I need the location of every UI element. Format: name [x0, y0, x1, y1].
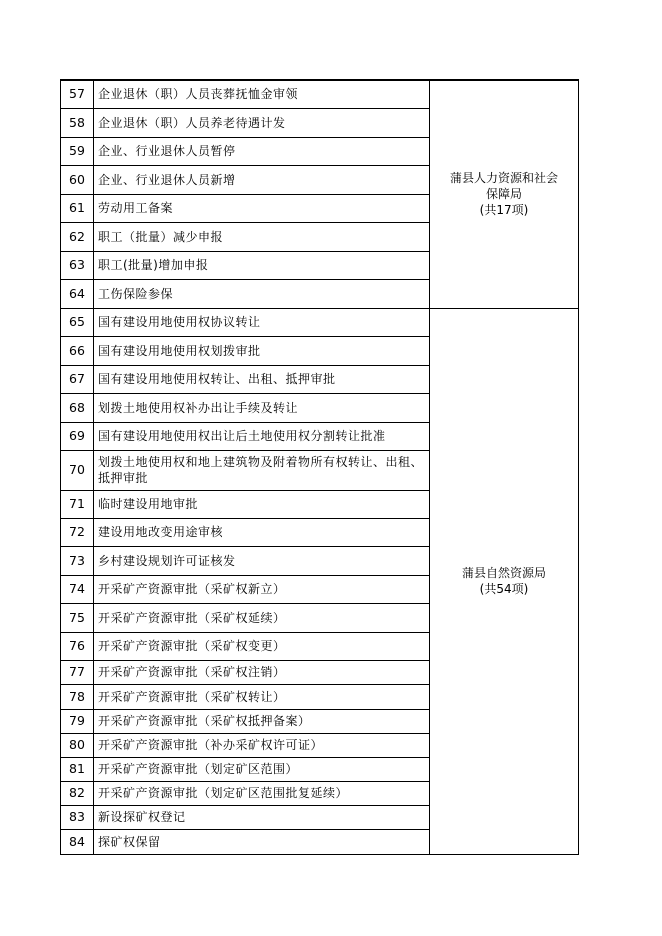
department-cell — [430, 308, 579, 854]
row-number: 57 — [61, 80, 94, 108]
item-name: 国有建设用地使用权出让后土地使用权分割转让批准 — [94, 422, 430, 450]
item-name: 开采矿产资源审批（采矿权转让） — [94, 684, 430, 709]
row-number: 66 — [61, 336, 94, 365]
row-number: 64 — [61, 279, 94, 308]
item-name: 开采矿产资源审批（采矿权注销） — [94, 660, 430, 684]
row-number: 75 — [61, 603, 94, 632]
item-name: 划拨土地使用权和地上建筑物及附着物所有权转让、出租、抵押审批 — [94, 450, 430, 490]
row-number: 69 — [61, 422, 94, 450]
department-name-line: (共54项) — [479, 582, 529, 596]
item-name: 工伤保险参保 — [94, 279, 430, 308]
row-number: 70 — [61, 450, 94, 490]
row-number: 72 — [61, 518, 94, 546]
row-number: 73 — [61, 546, 94, 575]
row-number: 62 — [61, 222, 94, 251]
item-name: 国有建设用地使用权转让、出租、抵押审批 — [94, 365, 430, 393]
item-name: 企业、行业退休人员暂停 — [94, 137, 430, 165]
item-name: 开采矿产资源审批（采矿权抵押备案） — [94, 709, 430, 733]
department-cell — [430, 80, 579, 308]
item-name: 企业、行业退休人员新增 — [94, 165, 430, 194]
item-name: 劳动用工备案 — [94, 194, 430, 222]
department-name-line: 蒲县自然资源局 — [461, 566, 546, 580]
item-name: 建设用地改变用途审核 — [94, 518, 430, 546]
item-name: 国有建设用地使用权划拨审批 — [94, 336, 430, 365]
item-name: 企业退休（职）人员丧葬抚恤金审领 — [94, 80, 430, 108]
row-number: 65 — [61, 308, 94, 336]
row-number: 81 — [61, 757, 94, 781]
table-row — [61, 80, 579, 108]
row-number: 79 — [61, 709, 94, 733]
item-name: 临时建设用地审批 — [94, 490, 430, 518]
item-name: 国有建设用地使用权协议转让 — [94, 308, 430, 336]
row-number: 74 — [61, 575, 94, 603]
item-name: 开采矿产资源审批（采矿权延续） — [94, 603, 430, 632]
row-number: 63 — [61, 251, 94, 279]
item-name: 开采矿产资源审批（补办采矿权许可证） — [94, 733, 430, 757]
service-items-table — [60, 79, 579, 855]
row-number: 60 — [61, 165, 94, 194]
item-name: 探矿权保留 — [94, 829, 430, 854]
department-name-line: 蒲县人力资源和社会 — [449, 171, 558, 186]
row-number: 76 — [61, 632, 94, 660]
department-name-line: 保障局 — [485, 187, 522, 202]
item-name: 开采矿产资源审批（划定矿区范围批复延续） — [94, 781, 430, 805]
row-number: 68 — [61, 393, 94, 422]
item-name: 职工（批量）减少申报 — [94, 222, 430, 251]
item-name: 乡村建设规划许可证核发 — [94, 546, 430, 575]
item-name: 划拨土地使用权补办出让手续及转让 — [94, 393, 430, 422]
row-number: 58 — [61, 108, 94, 137]
item-name: 开采矿产资源审批（采矿权新立） — [94, 575, 430, 603]
row-number: 83 — [61, 805, 94, 829]
row-number: 78 — [61, 684, 94, 709]
table-row — [61, 308, 579, 336]
row-number: 59 — [61, 137, 94, 165]
row-number: 80 — [61, 733, 94, 757]
department-name-line: (共17项) — [479, 203, 529, 218]
row-number: 84 — [61, 829, 94, 854]
item-name: 企业退休（职）人员养老待遇计发 — [94, 108, 430, 137]
item-name: 开采矿产资源审批（采矿权变更） — [94, 632, 430, 660]
item-name: 新设探矿权登记 — [94, 805, 430, 829]
table-body — [61, 80, 579, 854]
item-name: 职工(批量)增加申报 — [94, 251, 430, 279]
row-number: 67 — [61, 365, 94, 393]
item-name: 开采矿产资源审批（划定矿区范围） — [94, 757, 430, 781]
row-number: 71 — [61, 490, 94, 518]
row-number: 61 — [61, 194, 94, 222]
row-number: 77 — [61, 660, 94, 684]
row-number: 82 — [61, 781, 94, 805]
